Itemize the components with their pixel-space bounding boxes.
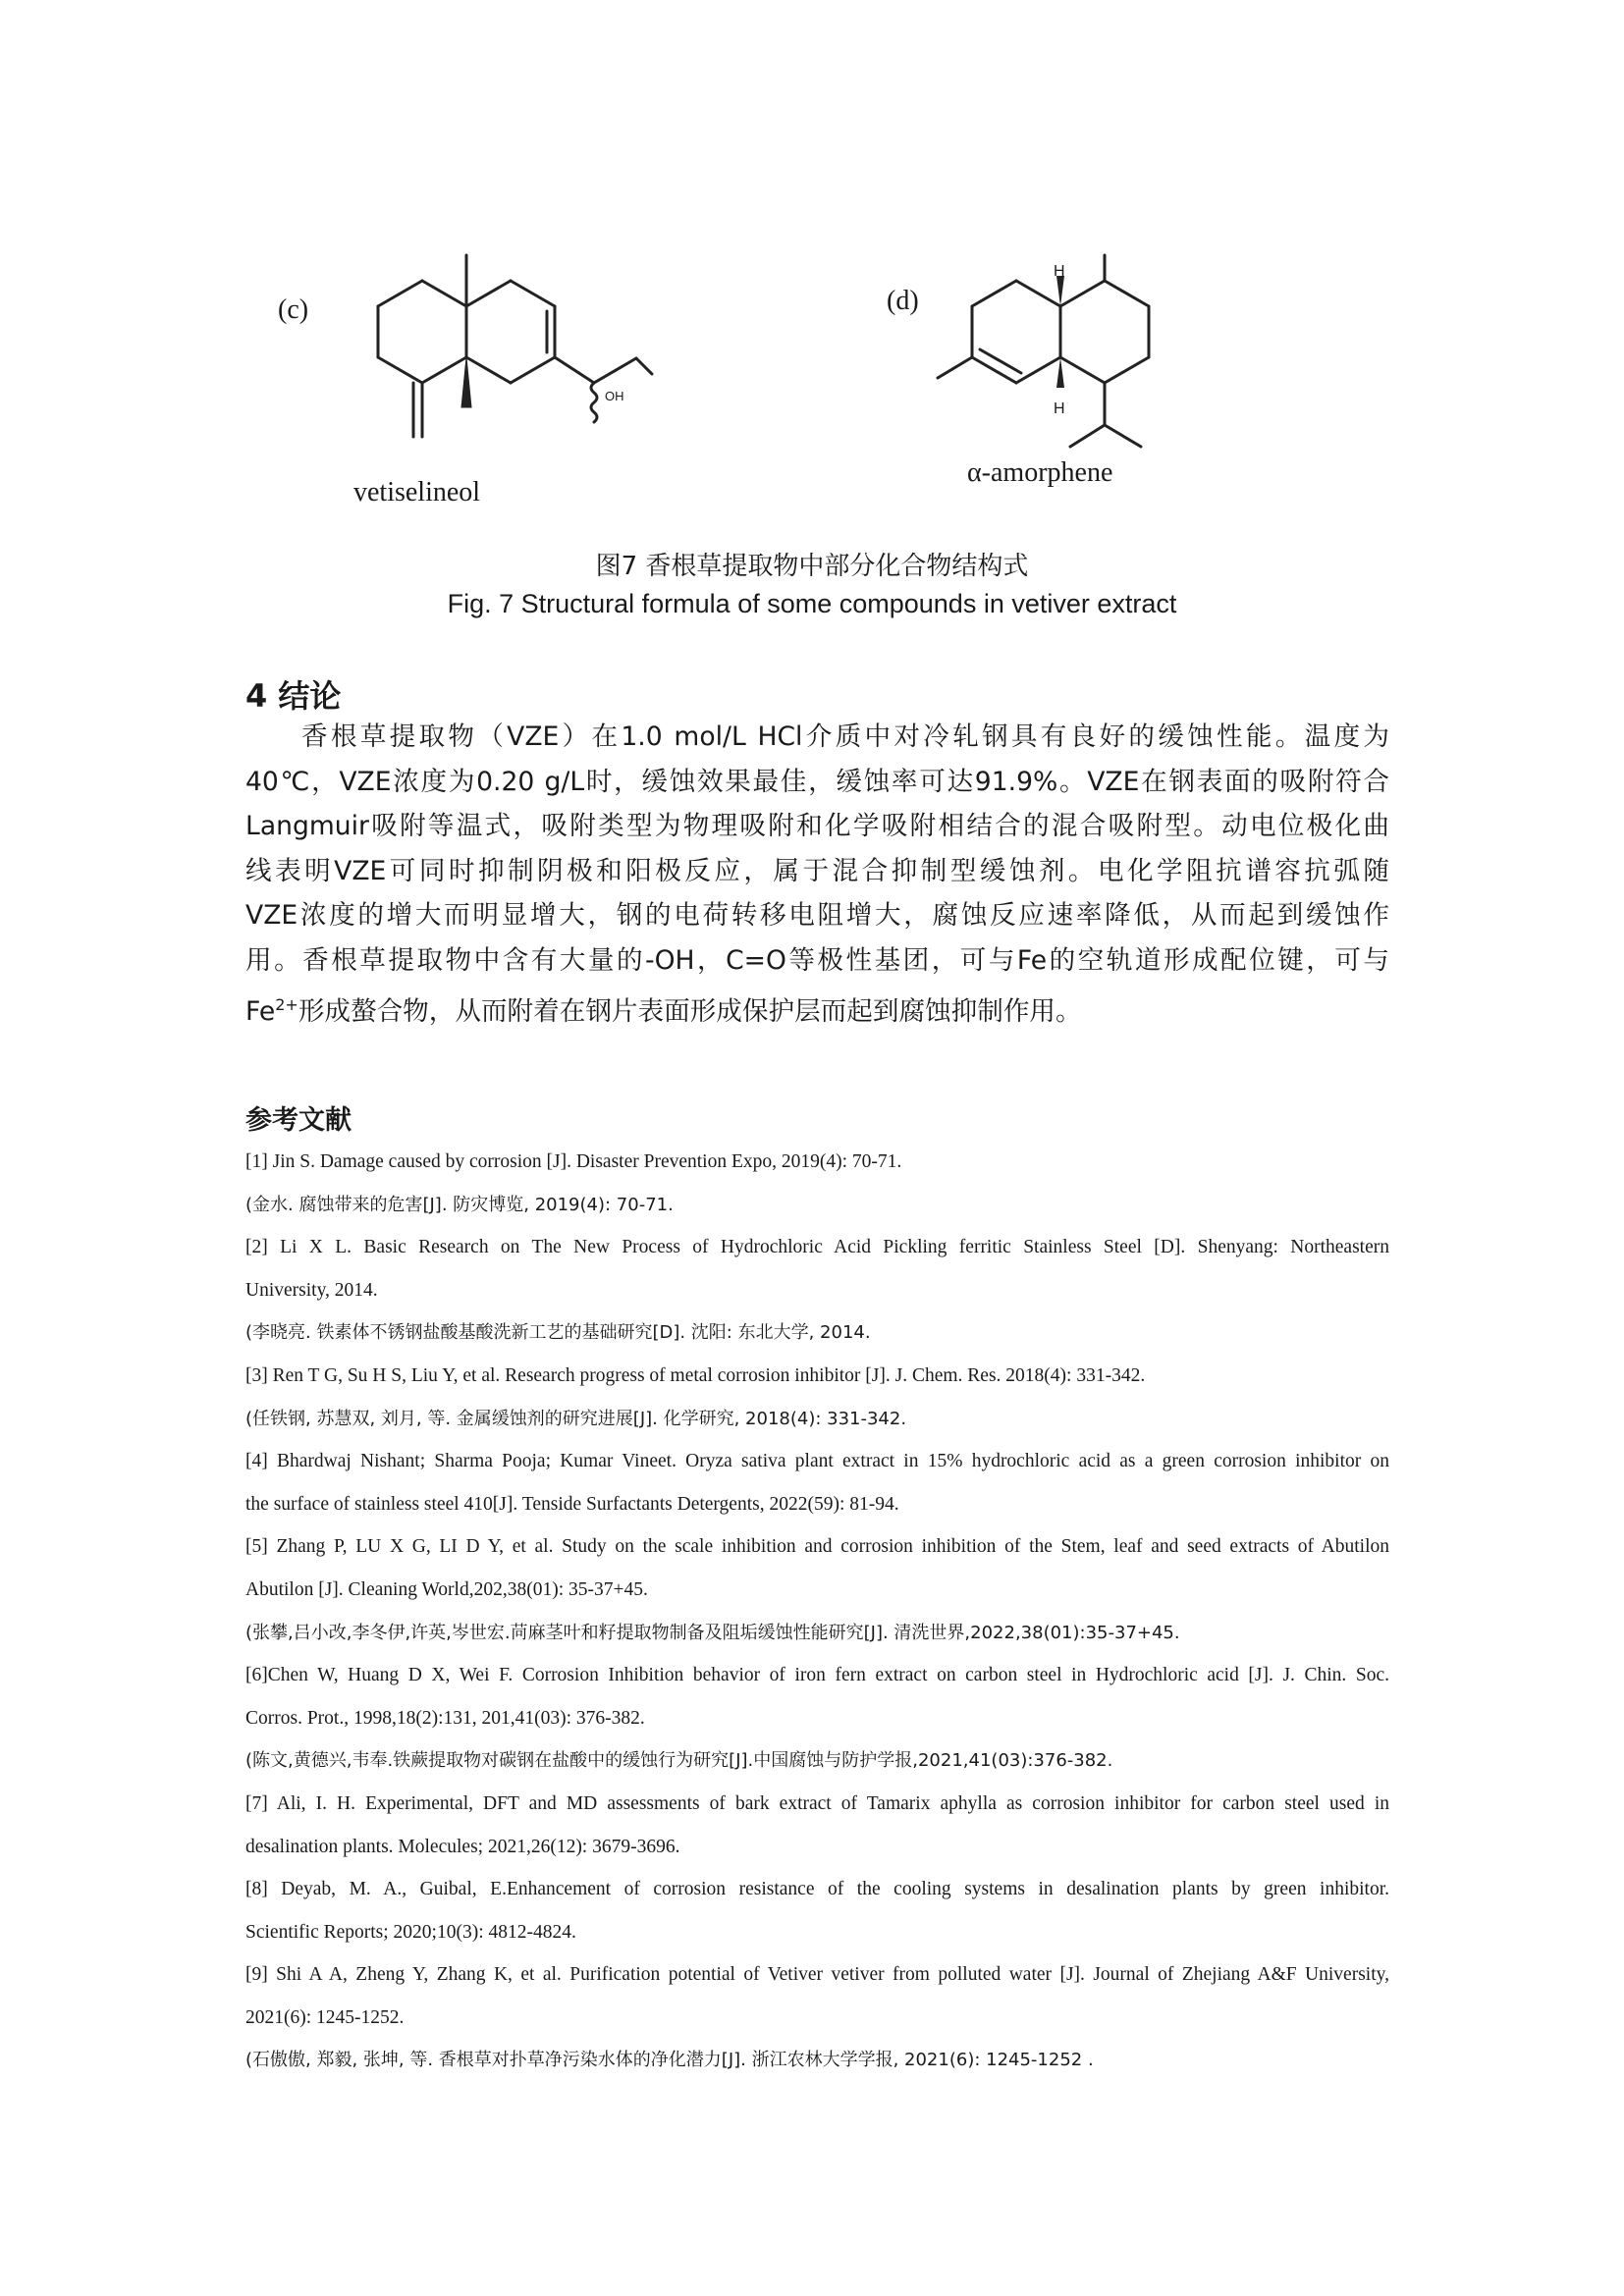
superscript-charge: 2+	[275, 995, 298, 1014]
reference-line: [5] Zhang P, LU X G, LI D Y, et al. Study on the scale inhibition and corrosion inhibition of the Stem, leaf and seed extracts of Abutilon	[245, 1536, 1389, 1558]
reference-line: Abutilon [J]. Cleaning World,202,38(01): 35-37+45.	[245, 1578, 648, 1600]
reference-line: (张攀,吕小改,李冬伊,许英,岑世宏.苘麻茎叶和籽提取物制备及阻垢缓蚀性能研究[J]. 清洗世界,2022,38(01):35-37+45.	[245, 1622, 1180, 1643]
section-heading-conclusion: 4 结论	[245, 677, 342, 715]
figure-caption-cn: 图7 香根草提取物中部分化合物结构式	[595, 552, 1029, 581]
reference-line: Corros. Prot., 1998,18(2):131, 201,41(03): 376-382.	[245, 1707, 645, 1729]
fe-text: Fe	[245, 995, 276, 1027]
vetiselineol-structure	[324, 250, 658, 447]
reference-line: [1] Jin S. Damage caused by corrosion [J]. Disaster Prevention Expo, 2019(4): 70-71.	[245, 1151, 902, 1172]
reference-line: (任铁钢, 苏慧双, 刘月, 等. 金属缓蚀剂的研究进展[J]. 化学研究, 2018(4): 331-342.	[245, 1408, 907, 1429]
reference-line: [6]Chen W, Huang D X, Wei F. Corrosion Inhibition behavior of iron fern extract on carbon steel in Hydrochloric acid [J]. J. Chin. Soc.	[245, 1665, 1389, 1686]
reference-line: desalination plants. Molecules; 2021,26(12): 3679-3696.	[245, 1836, 680, 1857]
paragraph-line: 香根草提取物（VZE）在1.0 mol/L HCl介质中对冷轧钢具有良好的缓蚀性能。温度为	[301, 721, 1389, 752]
reference-line: University, 2014.	[245, 1279, 378, 1301]
paragraph-line: VZE浓度的增大而明显增大，钢的电荷转移电阻增大，腐蚀反应速率降低，从而起到缓蚀作	[245, 900, 1389, 931]
paragraph-line: 线表明VZE可同时抑制阴极和阳极反应，属于混合抑制型缓蚀剂。电化学阻抗谱容抗弧随	[245, 855, 1389, 886]
references-heading: 参考文献	[245, 1105, 352, 1136]
compound-name-d: α-amorphene	[967, 457, 1113, 488]
reference-line: 2021(6): 1245-1252.	[245, 2006, 405, 2028]
compound-name-c: vetiselineol	[353, 477, 481, 507]
panel-label-c: (c)	[278, 294, 309, 325]
reference-line: [2] Li X L. Basic Research on The New Process of Hydrochloric Acid Pickling ferritic Stainless Steel [D]. Shenyang: Northeastern	[245, 1237, 1389, 1258]
panel-label-d: (d)	[887, 286, 919, 316]
reference-line: (陈文,黄德兴,韦奉.铁蕨提取物对碳钢在盐酸中的缓蚀行为研究[J].中国腐蚀与防护学报,2021,41(03):376-382.	[245, 1750, 1113, 1772]
reference-line: [9] Shi A A, Zheng Y, Zhang K, et al. Purification potential of Vetiver vetiver from polluted water [J]. Journal of Zhejiang A&F University,	[245, 1964, 1389, 1986]
conclusion-paragraph	[245, 715, 1389, 1028]
alpha-amorphene-structure	[923, 250, 1178, 461]
paragraph-line: Langmuir吸附等温式，吸附类型为物理吸附和化学吸附相结合的混合吸附型。动电位极化曲	[245, 811, 1389, 841]
reference-line: (金水. 腐蚀带来的危害[J]. 防灾博览, 2019(4): 70-71.	[245, 1194, 674, 1215]
paragraph-line	[245, 983, 1389, 1028]
figure-caption-en: Fig. 7 Structural formula of some compounds in vetiver extract	[447, 589, 1177, 618]
reference-line: [4] Bhardwaj Nishant; Sharma Pooja; Kumar Vineet. Oryza sativa plant extract in 15% hydrochloric acid as a green corrosion inhibitor on	[245, 1451, 1389, 1472]
reference-list	[245, 1141, 1389, 2082]
h-label-bottom: H	[1054, 400, 1065, 417]
paragraph-line: 用。香根草提取物中含有大量的-OH，C=O等极性基团，可与Fe的空轨道形成配位键，可与	[245, 944, 1389, 976]
reference-line: [3] Ren T G, Su H S, Liu Y, et al. Research progress of metal corrosion inhibitor [J]. J. Chem. Res. 2018(4): 331-342.	[245, 1364, 1146, 1386]
reference-line: (石傲傲, 郑毅, 张坤, 等. 香根草对扑草净污染水体的净化潜力[J]. 浙江农林大学学报, 2021(6): 1245-1252 .	[245, 2050, 1094, 2071]
hydroxyl-label: OH	[605, 389, 624, 403]
reference-line: [7] Ali, I. H. Experimental, DFT and MD assessments of bark extract of Tamarix aphylla as corrosion inhibitor for carbon steel used in	[245, 1792, 1389, 1814]
reference-line: [8] Deyab, M. A., Guibal, E.Enhancement of corrosion resistance of the cooling systems in desalination plants by green inhibitor.	[245, 1879, 1389, 1900]
reference-line: the surface of stainless steel 410[J]. Tenside Surfactants Detergents, 2022(59): 81-94.	[245, 1493, 899, 1515]
paragraph-line: 40℃，VZE浓度为0.20 g/L时，缓蚀效果最佳，缓蚀率可达91.9%。VZE在钢表面的吸附符合	[245, 766, 1389, 797]
reference-line: Scientific Reports; 2020;10(3): 4812-4824.	[245, 1921, 576, 1943]
h-label-top: H	[1054, 263, 1065, 280]
paragraph-line-rest: 形成螯合物，从而附着在钢片表面形成保护层而起到腐蚀抑制作用。	[298, 995, 1082, 1027]
reference-line: (李晓亮. 铁素体不锈钢盐酸基酸洗新工艺的基础研究[D]. 沈阳: 东北大学, 2014.	[245, 1322, 871, 1344]
